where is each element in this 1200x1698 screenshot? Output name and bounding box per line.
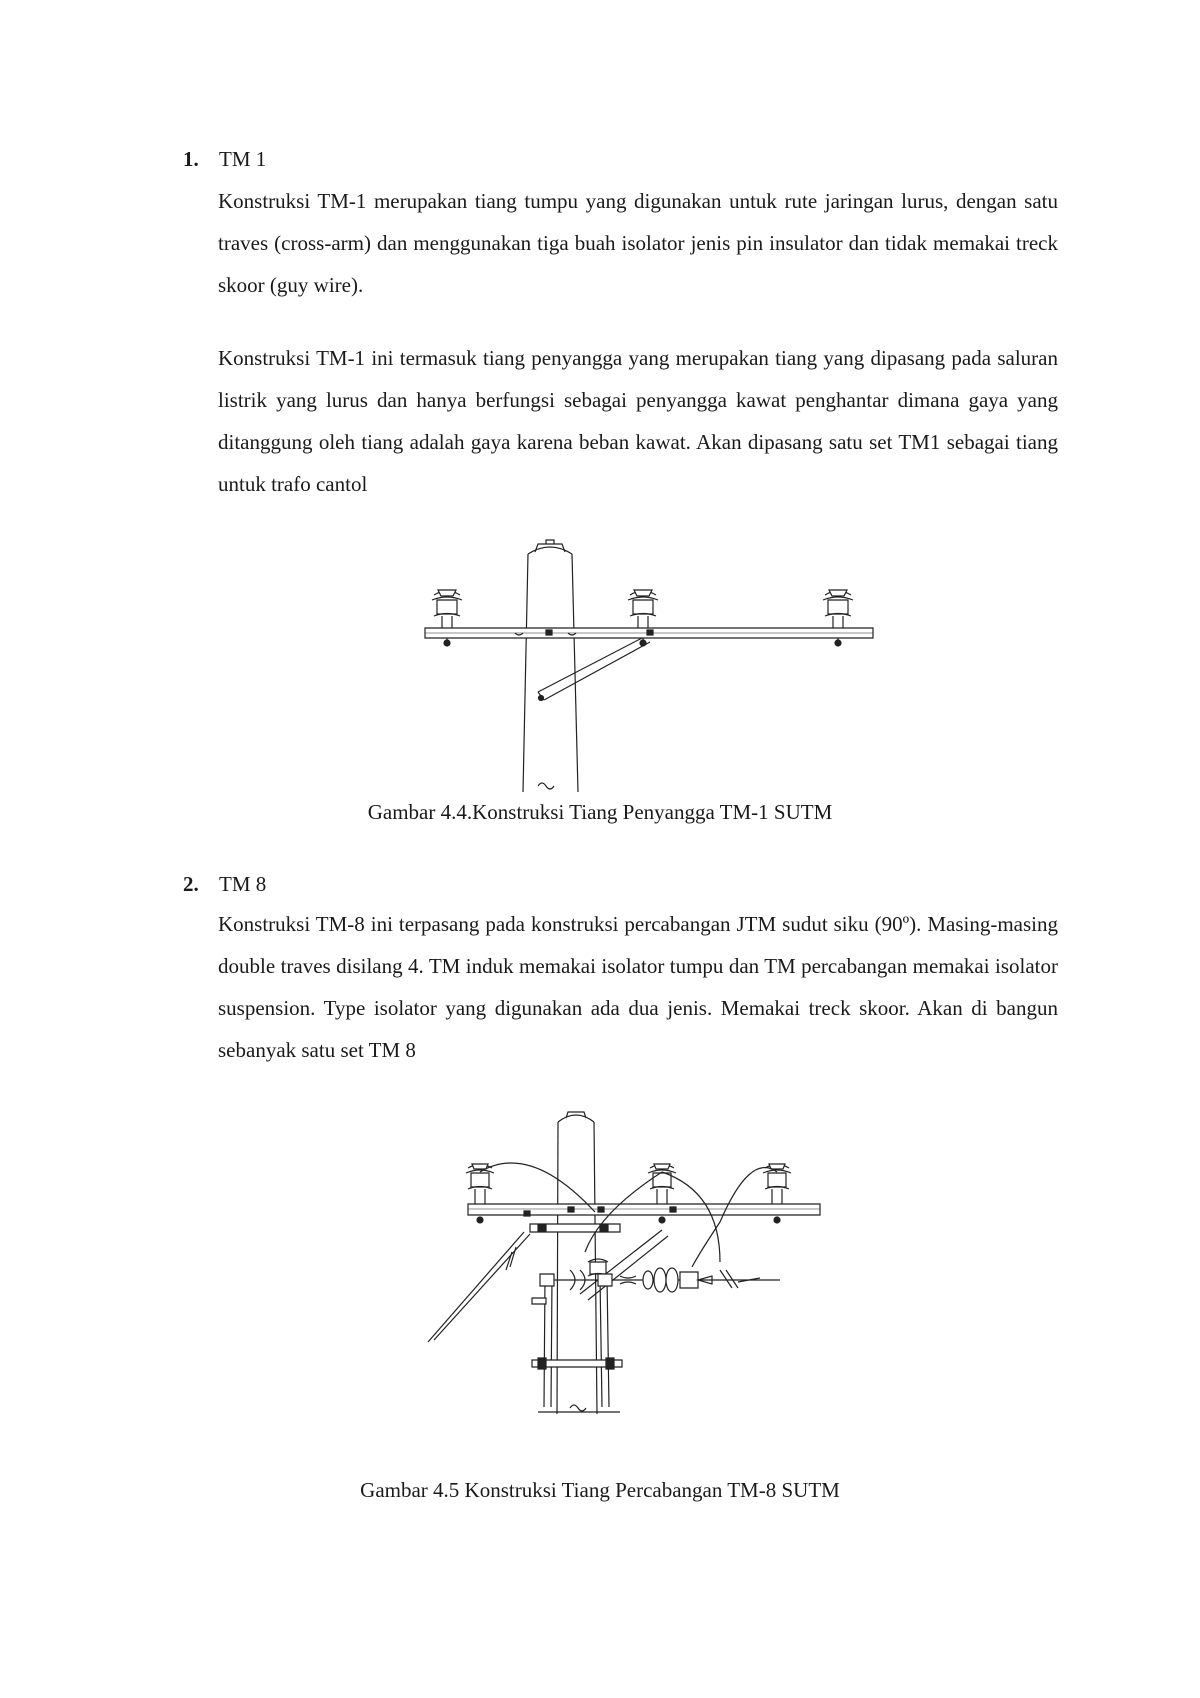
section-2-title: TM 8 bbox=[219, 872, 267, 896]
tm8-suspension-insulator bbox=[540, 1268, 780, 1292]
section-2-number: 2. bbox=[183, 872, 199, 896]
section-1-title: TM 1 bbox=[219, 147, 267, 171]
tm8-pole-diagram bbox=[420, 1102, 840, 1422]
section-1-paragraph-1: Konstruksi TM-1 merupakan tiang tumpu yang digunakan untuk rute jaringan lurus, dengan satu traves (cross-arm) dan menggunakan tiga buah isolator jenis pin insulator dan tidak memakai treck skoor (guy wire). bbox=[218, 189, 1058, 297]
section-1-paragraph-2: Konstruksi TM-1 ini termasuk tiang penyangga yang merupakan tiang yang dipasang pada saluran listrik yang lurus dan hanya berfungsi sebagai penyangga kawat penghantar dimana gaya yang ditanggung oleh tiang adalah gaya karena beban kawat. Akan dipasang satu set TM1 sebagai tiang untuk trafo cantol bbox=[218, 346, 1058, 496]
figure-4-5-caption: Gambar 4.5 Konstruksi Tiang Percabangan TM-8 SUTM bbox=[360, 1478, 840, 1502]
section-2-paragraph-1: Konstruksi TM-8 ini terpasang pada konstruksi percabangan JTM sudut siku (90º). Masing-masing double traves disilang 4. TM induk memakai isolator tumpu dan TM percabangan memakai isolator suspension. Type isolator yang digunakan ada dua jenis. Memakai treck skoor. Akan di bangun sebanyak satu set TM 8 bbox=[218, 912, 1058, 1062]
section-2-heading bbox=[183, 872, 266, 897]
section-1-heading bbox=[183, 147, 266, 172]
figure-4-4-caption: Gambar 4.4.Konstruksi Tiang Penyangga TM-1 SUTM bbox=[367, 800, 833, 824]
section-1-number: 1. bbox=[183, 147, 199, 171]
tm1-pole-diagram bbox=[420, 530, 880, 795]
